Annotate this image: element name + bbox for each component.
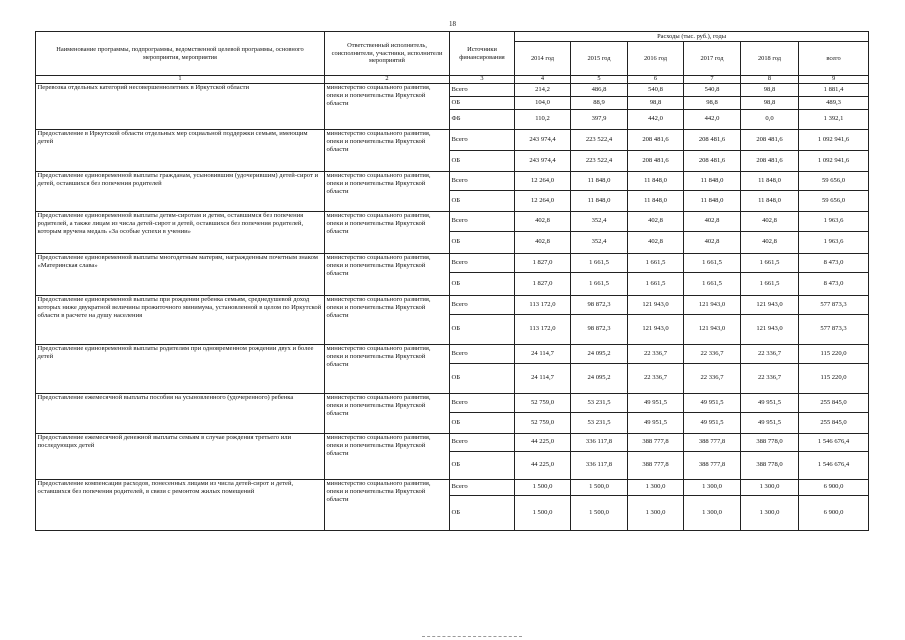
year-value-cell: 52 759,0: [515, 413, 571, 434]
year-value-cell: 53 231,5: [571, 413, 628, 434]
funding-source-cell: ОБ: [450, 413, 515, 434]
header-year-total: всего: [799, 42, 869, 76]
year-value-cell: 402,8: [741, 232, 799, 254]
year-value-cell: 1 661,5: [628, 254, 684, 273]
total-value-cell: 8 473,0: [799, 254, 869, 273]
funding-source-cell: Всего: [450, 130, 515, 151]
funding-source-cell: ОБ: [450, 151, 515, 172]
total-value-cell: 6 900,0: [799, 496, 869, 531]
year-value-cell: 442,0: [628, 110, 684, 130]
header-row-top: [36, 32, 869, 42]
program-name-cell: Предоставление единовременной выплаты гражданам, усыновившим (удочерившим) детей-сирот и детей, оставшихся без попечения родителей: [36, 172, 325, 212]
year-value-cell: 336 117,8: [571, 434, 628, 452]
column-number: 8: [741, 76, 799, 84]
year-value-cell: 121 943,0: [684, 296, 741, 315]
year-value-cell: 44 225,0: [515, 434, 571, 452]
header-year: 2018 год: [741, 42, 799, 76]
year-value-cell: 1 500,0: [571, 496, 628, 531]
funding-source-cell: ОБ: [450, 364, 515, 394]
program-name-cell: Предоставление в Иркутской области отдельных мер социальной поддержки семьям, имеющим детей: [36, 130, 325, 172]
program-name-cell: Предоставление компенсации расходов, понесенных лицами из числа детей-сирот и детей, оставшихся без попечения родителей, в связи с ремонтом жилых помещений: [36, 480, 325, 531]
year-value-cell: 11 848,0: [628, 172, 684, 191]
year-value-cell: 402,8: [684, 212, 741, 232]
year-value-cell: 24 114,7: [515, 345, 571, 364]
funding-source-cell: Всего: [450, 394, 515, 413]
column-number: 3: [450, 76, 515, 84]
year-value-cell: 1 661,5: [741, 254, 799, 273]
header-year: 2015 год: [571, 42, 628, 76]
year-value-cell: 208 481,6: [684, 130, 741, 151]
total-value-cell: 1 546 676,4: [799, 434, 869, 452]
year-value-cell: 208 481,6: [628, 151, 684, 172]
year-value-cell: 121 943,0: [628, 296, 684, 315]
total-value-cell: 8 473,0: [799, 273, 869, 296]
year-value-cell: 22 336,7: [628, 345, 684, 364]
year-value-cell: 22 336,7: [741, 364, 799, 394]
year-value-cell: 223 522,4: [571, 151, 628, 172]
header-executor: Ответственный исполнитель, соисполнители, участники, исполнители мероприятий: [325, 32, 450, 76]
year-value-cell: 44 225,0: [515, 452, 571, 480]
year-value-cell: 49 951,5: [684, 394, 741, 413]
funding-source-cell: Всего: [450, 84, 515, 97]
year-value-cell: 208 481,6: [628, 130, 684, 151]
year-value-cell: 88,9: [571, 97, 628, 110]
year-value-cell: 98,8: [628, 97, 684, 110]
year-value-cell: 104,0: [515, 97, 571, 110]
year-value-cell: 402,8: [628, 212, 684, 232]
program-name-cell: Предоставление единовременной выплаты многодетным матерям, награжденным почетным знаком «Материнская слава»: [36, 254, 325, 296]
year-value-cell: 402,8: [628, 232, 684, 254]
year-value-cell: 1 300,0: [684, 480, 741, 496]
year-value-cell: 22 336,7: [684, 345, 741, 364]
total-value-cell: 1 092 941,6: [799, 130, 869, 151]
column-number: 5: [571, 76, 628, 84]
executor-cell: министерство социального развития, опеки и попечительства Иркутской области: [325, 434, 450, 480]
year-value-cell: 402,8: [515, 232, 571, 254]
table-row: [36, 212, 869, 232]
year-value-cell: 11 848,0: [571, 172, 628, 191]
year-value-cell: 336 117,8: [571, 452, 628, 480]
total-value-cell: 115 220,0: [799, 345, 869, 364]
year-value-cell: 402,8: [684, 232, 741, 254]
executor-cell: министерство социального развития, опеки и попечительства Иркутской области: [325, 212, 450, 254]
funding-source-cell: Всего: [450, 172, 515, 191]
total-value-cell: 6 900,0: [799, 480, 869, 496]
year-value-cell: 24 114,7: [515, 364, 571, 394]
year-value-cell: 22 336,7: [741, 345, 799, 364]
year-value-cell: 402,8: [515, 212, 571, 232]
funding-source-cell: Всего: [450, 434, 515, 452]
year-value-cell: 98,8: [684, 97, 741, 110]
funding-source-cell: ОБ: [450, 191, 515, 212]
year-value-cell: 388 777,8: [684, 452, 741, 480]
year-value-cell: 208 481,6: [741, 130, 799, 151]
year-value-cell: 121 943,0: [628, 315, 684, 345]
header-funding-source: Источники финансирования: [450, 32, 515, 76]
year-value-cell: 1 661,5: [571, 273, 628, 296]
executor-cell: министерство социального развития, опеки и попечительства Иркутской области: [325, 84, 450, 130]
funding-source-cell: Всего: [450, 480, 515, 496]
year-value-cell: 1 661,5: [684, 273, 741, 296]
total-value-cell: 59 656,0: [799, 172, 869, 191]
table-row: [36, 172, 869, 191]
year-value-cell: 49 951,5: [684, 413, 741, 434]
budget-table-body: [36, 84, 869, 531]
column-number: 9: [799, 76, 869, 84]
total-value-cell: 577 873,3: [799, 296, 869, 315]
year-value-cell: 49 951,5: [628, 413, 684, 434]
year-value-cell: 98,8: [741, 97, 799, 110]
funding-source-cell: ОБ: [450, 273, 515, 296]
program-name-cell: Предоставление единовременной выплаты при рождении ребенка семьям, среднедушевой доход которых ниже двукратной величины прожиточного минимума, установленной в целом по Иркутской области в расчете на душу населения: [36, 296, 325, 345]
funding-source-cell: Всего: [450, 345, 515, 364]
year-value-cell: 11 848,0: [571, 191, 628, 212]
year-value-cell: 1 500,0: [571, 480, 628, 496]
program-name-cell: Предоставление ежемесячной выплаты пособия на усыновленного (удочеренного) ребенка: [36, 394, 325, 434]
year-value-cell: 49 951,5: [741, 413, 799, 434]
year-value-cell: 98,8: [741, 84, 799, 97]
header-year: 2014 год: [515, 42, 571, 76]
header-program-name: Наименование программы, подпрограммы, ведомственной целевой программы, основного мероприятия, мероприятия: [36, 32, 325, 76]
total-value-cell: 59 656,0: [799, 191, 869, 212]
table-row: [36, 345, 869, 364]
year-value-cell: 22 336,7: [628, 364, 684, 394]
funding-source-cell: ОБ: [450, 452, 515, 480]
year-value-cell: 223 522,4: [571, 130, 628, 151]
total-value-cell: 255 845,0: [799, 413, 869, 434]
year-value-cell: 121 943,0: [741, 315, 799, 345]
column-number-row: [36, 76, 869, 84]
year-value-cell: 1 827,0: [515, 273, 571, 296]
year-value-cell: 1 827,0: [515, 254, 571, 273]
year-value-cell: 11 848,0: [684, 172, 741, 191]
program-name-cell: Предоставление единовременной выплаты родителям при одновременном рождении двух и более детей: [36, 345, 325, 394]
column-number: 1: [36, 76, 325, 84]
year-value-cell: 12 264,0: [515, 172, 571, 191]
total-value-cell: 115 220,0: [799, 364, 869, 394]
executor-cell: министерство социального развития, опеки и попечительства Иркутской области: [325, 345, 450, 394]
total-value-cell: 1 881,4: [799, 84, 869, 97]
column-number: 4: [515, 76, 571, 84]
executor-cell: министерство социального развития, опеки и попечительства Иркутской области: [325, 480, 450, 531]
program-name-cell: Предоставление ежемесячной денежной выплаты семьям в случае рождения третьего или последующих детей: [36, 434, 325, 480]
program-name-cell: Предоставление единовременной выплаты детям-сиротам и детям, оставшимся без попечения родителей, а также лицам из числа детей-сирот и детей, оставшихся без попечения родителей, которым вручена медаль «За особые успехи в учении»: [36, 212, 325, 254]
year-value-cell: 540,8: [628, 84, 684, 97]
year-value-cell: 98 872,3: [571, 315, 628, 345]
funding-source-cell: ФБ: [450, 110, 515, 130]
total-value-cell: 577 873,3: [799, 315, 869, 345]
year-value-cell: 243 974,4: [515, 151, 571, 172]
executor-cell: министерство социального развития, опеки и попечительства Иркутской области: [325, 130, 450, 172]
year-value-cell: 397,9: [571, 110, 628, 130]
year-value-cell: 208 481,6: [741, 151, 799, 172]
year-value-cell: 49 951,5: [628, 394, 684, 413]
total-value-cell: 1 963,6: [799, 232, 869, 254]
year-value-cell: 1 300,0: [741, 480, 799, 496]
executor-cell: министерство социального развития, опеки и попечительства Иркутской области: [325, 254, 450, 296]
year-value-cell: 352,4: [571, 232, 628, 254]
page-bottom-mark: [422, 636, 522, 638]
total-value-cell: 1 092 941,6: [799, 151, 869, 172]
year-value-cell: 388 778,0: [741, 434, 799, 452]
header-year: 2017 год: [684, 42, 741, 76]
table-row: [36, 84, 869, 97]
year-value-cell: 121 943,0: [684, 315, 741, 345]
year-value-cell: 1 661,5: [684, 254, 741, 273]
year-value-cell: 1 300,0: [628, 480, 684, 496]
year-value-cell: 388 777,8: [684, 434, 741, 452]
year-value-cell: 388 777,8: [628, 452, 684, 480]
year-value-cell: 11 848,0: [741, 172, 799, 191]
table-row: [36, 434, 869, 452]
program-name-cell: Перевозка отдельных категорий несовершеннолетних в Иркутской области: [36, 84, 325, 130]
year-value-cell: 22 336,7: [684, 364, 741, 394]
year-value-cell: 98 872,3: [571, 296, 628, 315]
total-value-cell: 1 392,1: [799, 110, 869, 130]
year-value-cell: 1 300,0: [628, 496, 684, 531]
year-value-cell: 388 778,0: [741, 452, 799, 480]
executor-cell: министерство социального развития, опеки и попечительства Иркутской области: [325, 296, 450, 345]
budget-table: [35, 31, 869, 531]
year-value-cell: 1 300,0: [684, 496, 741, 531]
year-value-cell: 11 848,0: [741, 191, 799, 212]
table-row: [36, 130, 869, 151]
year-value-cell: 52 759,0: [515, 394, 571, 413]
year-value-cell: 113 172,0: [515, 315, 571, 345]
year-value-cell: 1 661,5: [628, 273, 684, 296]
header-year: 2016 год: [628, 42, 684, 76]
year-value-cell: 352,4: [571, 212, 628, 232]
year-value-cell: 49 951,5: [741, 394, 799, 413]
table-row: [36, 480, 869, 496]
year-value-cell: 1 661,5: [571, 254, 628, 273]
funding-source-cell: ОБ: [450, 232, 515, 254]
year-value-cell: 113 172,0: [515, 296, 571, 315]
year-value-cell: 442,0: [684, 110, 741, 130]
funding-source-cell: Всего: [450, 296, 515, 315]
page-number: 18: [449, 20, 456, 28]
table-row: [36, 296, 869, 315]
year-value-cell: 486,8: [571, 84, 628, 97]
executor-cell: министерство социального развития, опеки и попечительства Иркутской области: [325, 394, 450, 434]
funding-source-cell: ОБ: [450, 97, 515, 110]
total-value-cell: 255 845,0: [799, 394, 869, 413]
funding-source-cell: Всего: [450, 212, 515, 232]
funding-source-cell: ОБ: [450, 496, 515, 531]
header-expenses: Расходы (тыс. руб.), годы: [515, 32, 869, 42]
year-value-cell: 12 264,0: [515, 191, 571, 212]
funding-source-cell: Всего: [450, 254, 515, 273]
table-row: [36, 394, 869, 413]
total-value-cell: 1 546 676,4: [799, 452, 869, 480]
year-value-cell: 24 095,2: [571, 364, 628, 394]
funding-source-cell: ОБ: [450, 315, 515, 345]
year-value-cell: 1 500,0: [515, 496, 571, 531]
year-value-cell: 11 848,0: [684, 191, 741, 212]
year-value-cell: 1 300,0: [741, 496, 799, 531]
executor-cell: министерство социального развития, опеки и попечительства Иркутской области: [325, 172, 450, 212]
year-value-cell: 53 231,5: [571, 394, 628, 413]
table-row: [36, 254, 869, 273]
column-number: 2: [325, 76, 450, 84]
year-value-cell: 388 777,8: [628, 434, 684, 452]
year-value-cell: 214,2: [515, 84, 571, 97]
year-value-cell: 540,8: [684, 84, 741, 97]
column-number: 7: [684, 76, 741, 84]
total-value-cell: 489,3: [799, 97, 869, 110]
year-value-cell: 208 481,6: [684, 151, 741, 172]
year-value-cell: 243 974,4: [515, 130, 571, 151]
year-value-cell: 11 848,0: [628, 191, 684, 212]
year-value-cell: 1 500,0: [515, 480, 571, 496]
year-value-cell: 110,2: [515, 110, 571, 130]
total-value-cell: 1 963,6: [799, 212, 869, 232]
year-value-cell: 1 661,5: [741, 273, 799, 296]
year-value-cell: 24 095,2: [571, 345, 628, 364]
column-number: 6: [628, 76, 684, 84]
year-value-cell: 0,0: [741, 110, 799, 130]
year-value-cell: 402,8: [741, 212, 799, 232]
year-value-cell: 121 943,0: [741, 296, 799, 315]
